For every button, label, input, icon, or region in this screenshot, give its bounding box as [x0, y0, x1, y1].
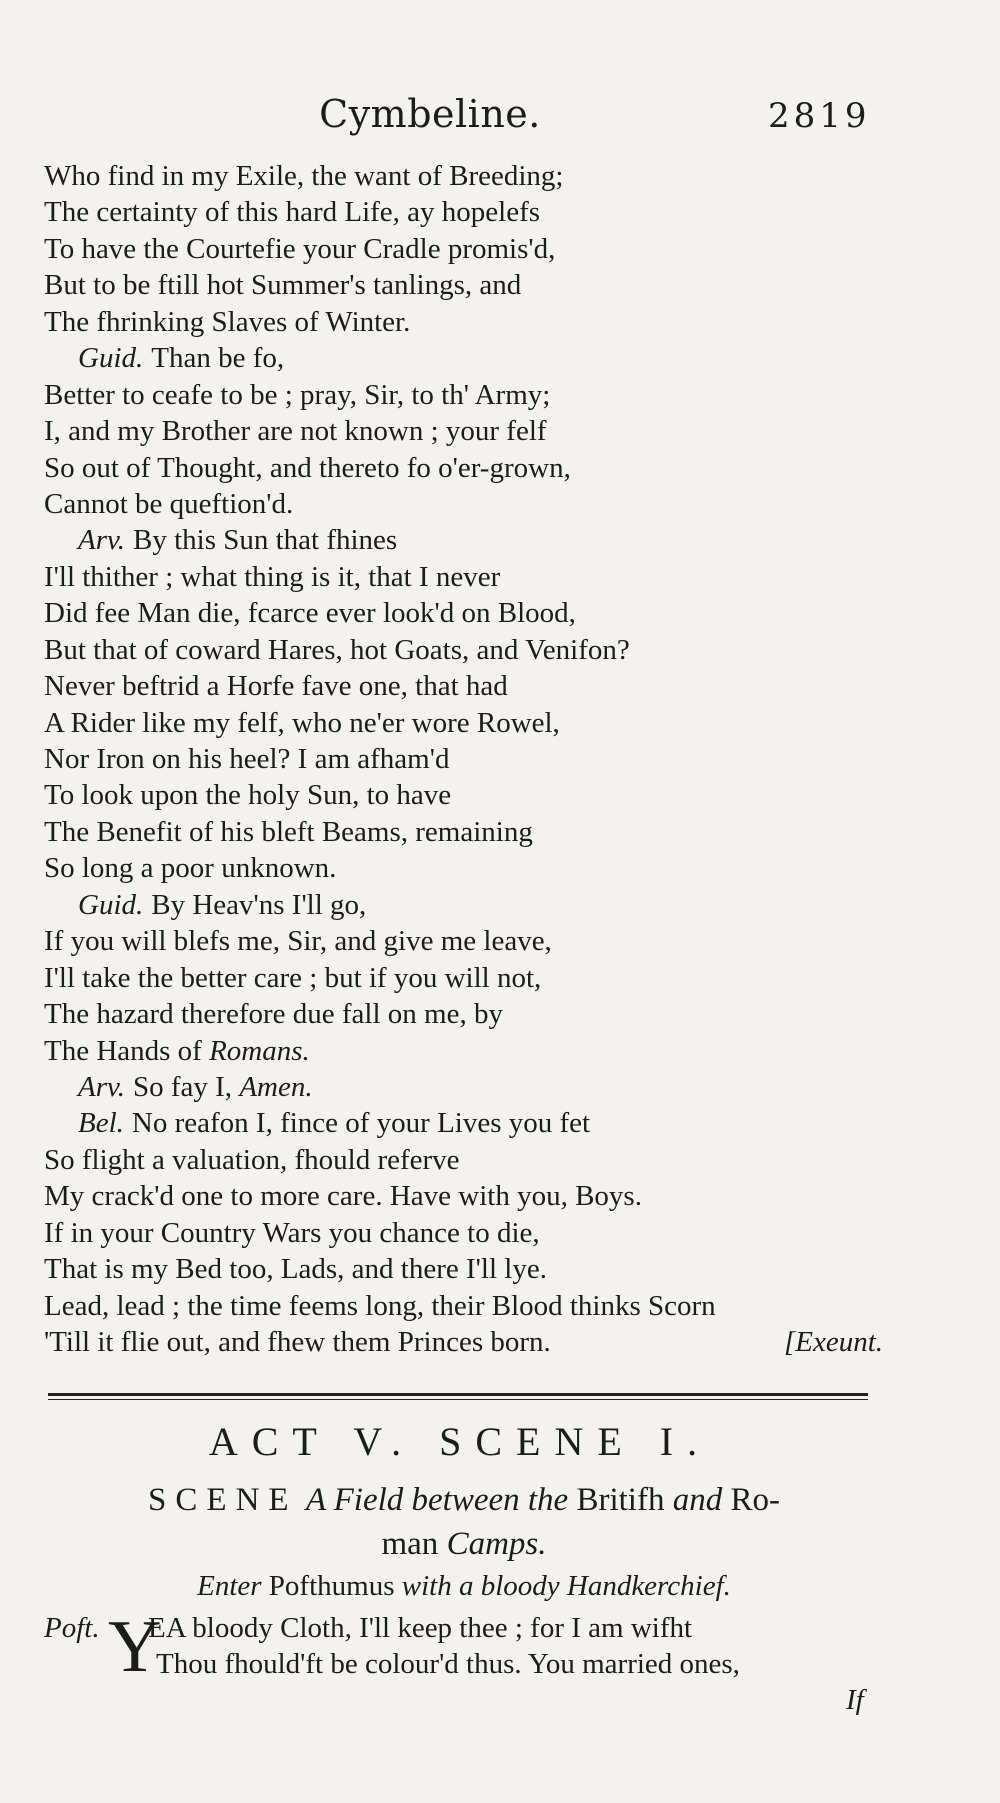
verse-line: So flight a valuation, fhould referve — [44, 1143, 460, 1176]
verse-line: The hazard therefore due fall on me, by — [44, 998, 503, 1031]
verse-line: A Rider like my felf, who ne'er wore Rowel, — [44, 706, 560, 739]
setting-text: Britifh — [576, 1482, 665, 1518]
verse-text-part: The Hands of — [44, 1034, 210, 1067]
posthumus-speech — [44, 1606, 884, 1688]
verse-line: The certainty of this hard Life, ay hopelefs — [44, 196, 541, 229]
drop-cap: Y — [108, 1606, 162, 1688]
scene-label: SCENE — [148, 1482, 298, 1518]
setting-text: Camps. — [446, 1526, 547, 1562]
verse-line: Who find in my Exile, the want of Breeding; — [44, 160, 564, 192]
setting-text: man — [381, 1526, 439, 1562]
verse-line: The Benefit of his bleft Beams, remaining — [44, 815, 533, 848]
speaker-name: Poft. — [44, 1612, 100, 1644]
scene-setting — [44, 1478, 884, 1566]
setting-text: A Field between the — [305, 1482, 569, 1518]
verse-line — [44, 1324, 884, 1360]
speech-line — [44, 1105, 884, 1141]
speech-text: So fay I, — [132, 1070, 240, 1103]
verse-line: Thou fhould'ft be colour'd thus. You married ones, — [156, 1648, 740, 1680]
catchword: If — [846, 1684, 864, 1716]
verse-line — [44, 1033, 884, 1069]
verse-text — [44, 158, 884, 1360]
verse-line: I'll take the better care ; but if you will not, — [44, 961, 542, 994]
speech-text: By Heav'ns I'll go, — [151, 888, 367, 921]
verse-line: Did fee Man die, fcarce ever look'd on Blood, — [44, 597, 576, 630]
speech-line — [44, 340, 884, 376]
character-name: Pofthumus — [268, 1570, 395, 1602]
stage-exit: [Exeunt. — [784, 1326, 884, 1358]
verse-line: I, and my Brother are not known ; your felf — [44, 415, 547, 448]
section-divider — [48, 1393, 868, 1396]
setting-text: Ro- — [730, 1482, 780, 1518]
verse-italic-word: Romans. — [209, 1034, 310, 1067]
stage-direction — [44, 1570, 884, 1603]
verse-line: To look upon the holy Sun, to have — [44, 779, 452, 812]
speaker-name: Arv. — [78, 1070, 125, 1103]
running-title: Cymbeline. — [319, 92, 541, 136]
speech-line — [44, 887, 884, 923]
verse-line: If you will blefs me, Sir, and give me leave, — [44, 925, 552, 958]
speaker-name: Arv. — [78, 524, 125, 557]
speech-text: By this Sun that fhines — [132, 524, 398, 557]
act-heading: ACT V. SCENE I. — [208, 1419, 712, 1464]
verse-line: To have the Courtefie your Cradle promis'd, — [44, 232, 556, 265]
setting-text: and — [672, 1482, 723, 1518]
speech-line — [44, 522, 884, 558]
speaker-name: Guid. — [78, 342, 144, 375]
verse-line: My crack'd one to more care. Have with you, Boys. — [44, 1180, 642, 1213]
verse-line: But that of coward Hares, hot Goats, and Venifon? — [44, 633, 630, 666]
speech-line — [44, 1069, 884, 1105]
verse-line: Nor Iron on his heel? I am afham'd — [44, 743, 450, 775]
speaker-name: Bel. — [78, 1107, 124, 1140]
speech-text: EA bloody Cloth, I'll keep thee ; for I am wifht — [148, 1612, 693, 1644]
speech-text: No reafon I, fince of your Lives you fet — [131, 1107, 591, 1140]
stage-enter: Enter — [197, 1570, 262, 1602]
section-divider-thin — [48, 1399, 868, 1400]
verse-line: Lead, lead ; the time feems long, their Blood thinks Scorn — [44, 1289, 716, 1322]
verse-line: Cannot be queftion'd. — [44, 487, 294, 520]
speech-text: Than be fo, — [151, 342, 285, 375]
speech-line — [44, 1610, 884, 1646]
speaker-name: Guid. — [78, 888, 144, 921]
verse-line: The fhrinking Slaves of Winter. — [44, 305, 411, 338]
stage-direction-text: with a bloody Handkerchief. — [401, 1570, 731, 1602]
verse-line: That is my Bed too, Lads, and there I'll lye. — [44, 1253, 547, 1286]
verse-line: So long a poor unknown. — [44, 852, 337, 885]
final-verse-text: 'Till it flie out, and fhew them Princes born. — [44, 1326, 551, 1358]
verse-line: If in your Country Wars you chance to die, — [44, 1216, 540, 1249]
verse-line: Better to ceafe to be ; pray, Sir, to th' Army; — [44, 378, 551, 411]
page-number: 2819 — [768, 96, 871, 136]
verse-line: Never beftrid a Horfe fave one, that had — [44, 670, 508, 703]
verse-italic-word: Amen. — [239, 1070, 313, 1103]
verse-line: So out of Thought, and thereto fo o'er-grown, — [44, 451, 571, 484]
verse-line: I'll thither ; what thing is it, that I never — [44, 560, 501, 593]
verse-line: But to be ftill hot Summer's tanlings, and — [44, 269, 522, 302]
